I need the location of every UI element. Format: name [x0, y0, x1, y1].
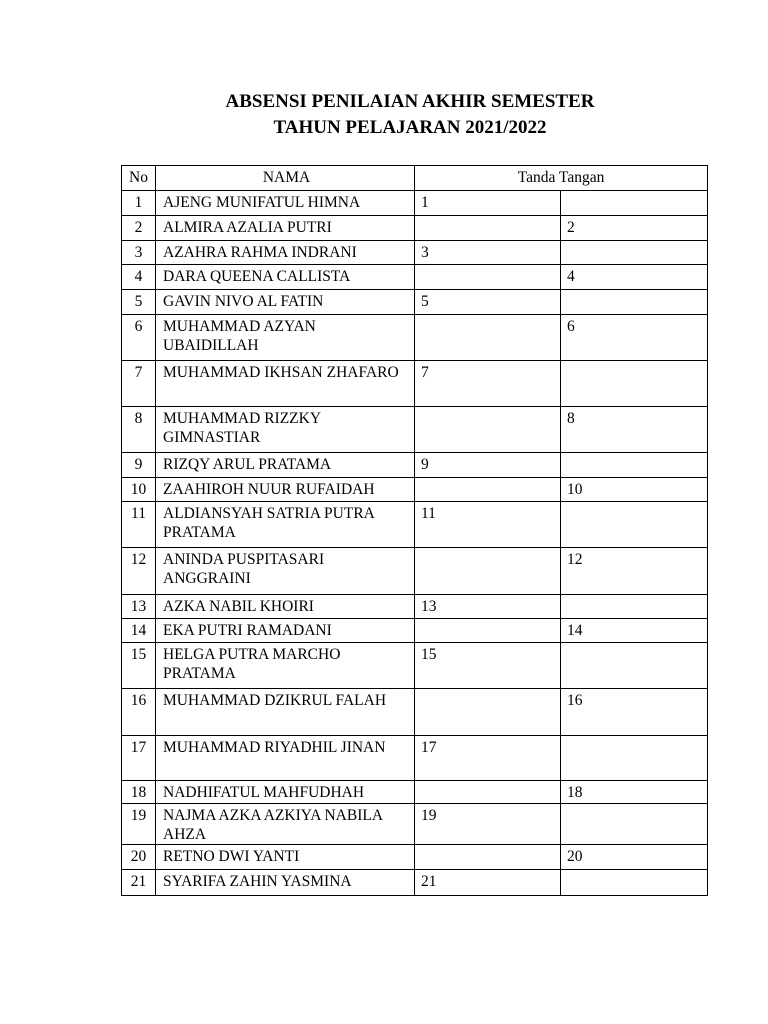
student-name: EKA PUTRI RAMADANI	[156, 619, 415, 643]
student-name: ZAAHIROH NUUR RUFAIDAH	[156, 478, 415, 502]
signature-right: 2	[561, 216, 708, 241]
signature-left: 7	[415, 361, 561, 407]
signature-right	[561, 502, 708, 548]
row-number: 15	[122, 643, 156, 689]
table-row	[122, 453, 708, 478]
table-row	[122, 191, 708, 216]
signature-right	[561, 804, 708, 845]
signature-right	[561, 241, 708, 265]
signature-right	[561, 290, 708, 315]
document-title: ABSENSI PENILAIAN AKHIR SEMESTER	[225, 91, 595, 112]
table-row	[122, 870, 708, 896]
row-number: 16	[122, 689, 156, 736]
student-name: ALDIANSYAH SATRIA PUTRA PRATAMA	[156, 502, 415, 548]
header-signature: Tanda Tangan	[415, 166, 708, 191]
table-row	[122, 595, 708, 619]
table-row	[122, 265, 708, 290]
signature-left: 21	[415, 870, 561, 896]
row-number: 21	[122, 870, 156, 896]
signature-left	[415, 548, 561, 595]
signature-right	[561, 870, 708, 896]
signature-right	[561, 736, 708, 781]
signature-right: 10	[561, 478, 708, 502]
student-name: ALMIRA AZALIA PUTRI	[156, 216, 415, 241]
signature-right: 16	[561, 689, 708, 736]
signature-left: 13	[415, 595, 561, 619]
signature-right: 8	[561, 407, 708, 453]
signature-left: 9	[415, 453, 561, 478]
student-name: MUHAMMAD RIYADHIL JINAN	[156, 736, 415, 781]
signature-left	[415, 265, 561, 290]
attendance-table	[121, 165, 708, 896]
signature-right: 12	[561, 548, 708, 595]
student-name: AZAHRA RAHMA INDRANI	[156, 241, 415, 265]
row-number: 11	[122, 502, 156, 548]
document-subtitle: TAHUN PELAJARAN 2021/2022	[273, 117, 547, 138]
header-name: NAMA	[156, 166, 415, 191]
student-name: RETNO DWI YANTI	[156, 845, 415, 870]
row-number: 3	[122, 241, 156, 265]
signature-right	[561, 595, 708, 619]
student-name: NAJMA AZKA AZKIYA NABILA AHZA	[156, 804, 415, 845]
signature-left	[415, 619, 561, 643]
student-name: MUHAMMAD RIZZKY GIMNASTIAR	[156, 407, 415, 453]
student-name: SYARIFA ZAHIN YASMINA	[156, 870, 415, 896]
row-number: 7	[122, 361, 156, 407]
signature-left: 15	[415, 643, 561, 689]
signature-right: 20	[561, 845, 708, 870]
signature-left	[415, 781, 561, 804]
row-number: 9	[122, 453, 156, 478]
signature-left	[415, 478, 561, 502]
signature-left: 17	[415, 736, 561, 781]
signature-left	[415, 216, 561, 241]
signature-right	[561, 191, 708, 216]
table-row	[122, 216, 708, 241]
row-number: 6	[122, 315, 156, 361]
row-number: 8	[122, 407, 156, 453]
signature-left	[415, 689, 561, 736]
student-name: HELGA PUTRA MARCHO PRATAMA	[156, 643, 415, 689]
table-header-row	[122, 166, 708, 191]
row-number: 17	[122, 736, 156, 781]
row-number: 10	[122, 478, 156, 502]
student-name: GAVIN NIVO AL FATIN	[156, 290, 415, 315]
signature-left: 19	[415, 804, 561, 845]
signature-left: 3	[415, 241, 561, 265]
row-number: 2	[122, 216, 156, 241]
table-row	[122, 361, 708, 407]
table-row	[122, 407, 708, 453]
row-number: 14	[122, 619, 156, 643]
table-row	[122, 548, 708, 595]
table-row	[122, 502, 708, 548]
row-number: 18	[122, 781, 156, 804]
table-row	[122, 241, 708, 265]
table-row	[122, 845, 708, 870]
student-name: MUHAMMAD IKHSAN ZHAFARO	[156, 361, 415, 407]
table-row	[122, 290, 708, 315]
student-name: DARA QUEENA CALLISTA	[156, 265, 415, 290]
signature-left: 5	[415, 290, 561, 315]
table-row	[122, 643, 708, 689]
row-number: 20	[122, 845, 156, 870]
row-number: 13	[122, 595, 156, 619]
table-row	[122, 781, 708, 804]
student-name: AZKA NABIL KHOIRI	[156, 595, 415, 619]
row-number: 4	[122, 265, 156, 290]
table-row	[122, 315, 708, 361]
signature-left	[415, 315, 561, 361]
table-row	[122, 804, 708, 845]
signature-right	[561, 643, 708, 689]
signature-right	[561, 361, 708, 407]
signature-right	[561, 453, 708, 478]
row-number: 19	[122, 804, 156, 845]
signature-left: 11	[415, 502, 561, 548]
signature-left	[415, 845, 561, 870]
table-row	[122, 478, 708, 502]
row-number: 1	[122, 191, 156, 216]
signature-left	[415, 407, 561, 453]
header-no: No	[122, 166, 156, 191]
student-name: MUHAMMAD AZYAN UBAIDILLAH	[156, 315, 415, 361]
table-row	[122, 689, 708, 736]
signature-right: 6	[561, 315, 708, 361]
student-name: NADHIFATUL MAHFUDHAH	[156, 781, 415, 804]
signature-right: 4	[561, 265, 708, 290]
table-row	[122, 736, 708, 781]
student-name: MUHAMMAD DZIKRUL FALAH	[156, 689, 415, 736]
student-name: ANINDA PUSPITASARI ANGGRAINI	[156, 548, 415, 595]
signature-right: 18	[561, 781, 708, 804]
student-name: RIZQY ARUL PRATAMA	[156, 453, 415, 478]
signature-left: 1	[415, 191, 561, 216]
row-number: 5	[122, 290, 156, 315]
student-name: AJENG MUNIFATUL HIMNA	[156, 191, 415, 216]
table-row	[122, 619, 708, 643]
signature-right: 14	[561, 619, 708, 643]
row-number: 12	[122, 548, 156, 595]
